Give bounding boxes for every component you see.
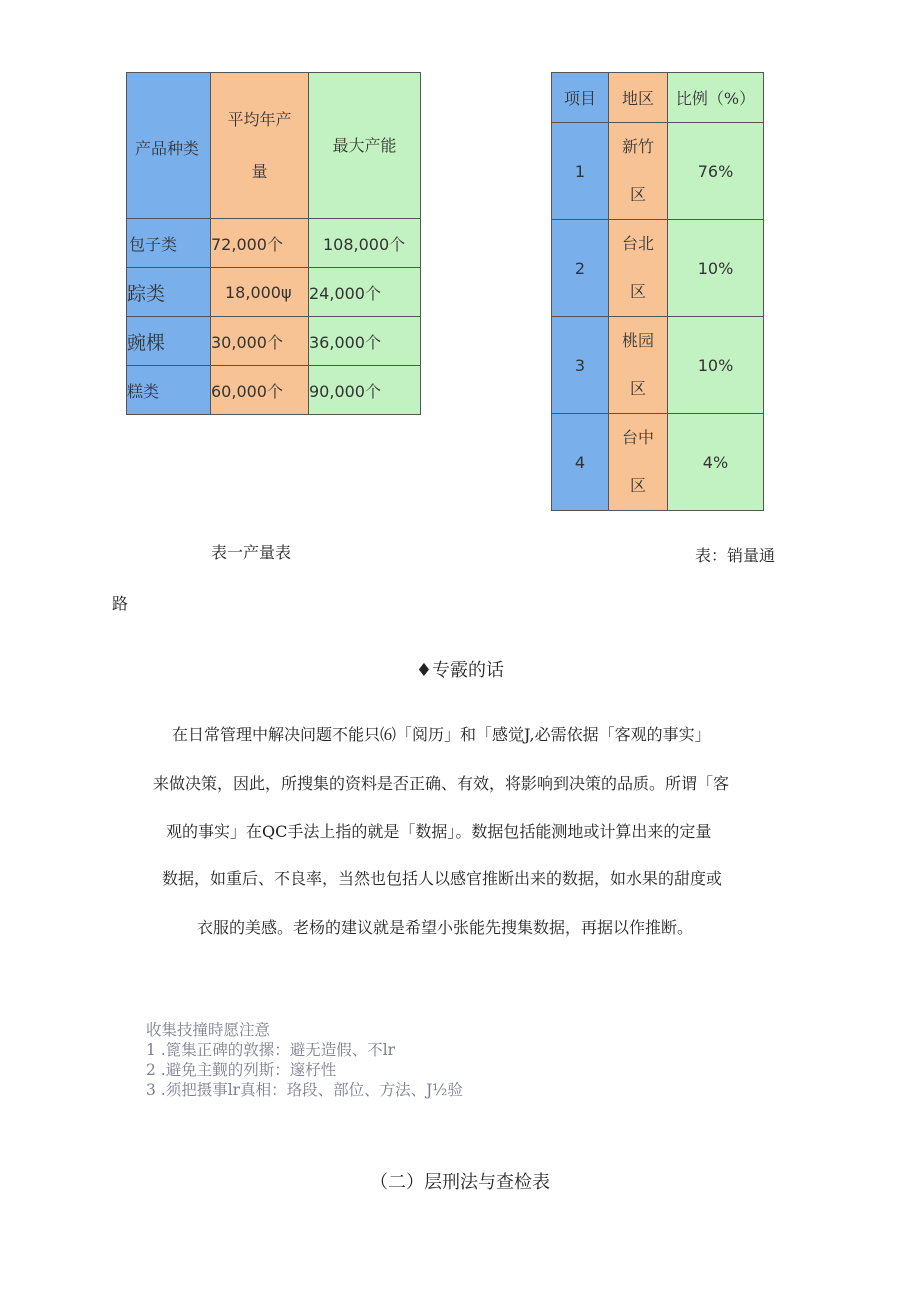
list-item: 3 .须把摄事lr真相：珞段、部位、方法、J½验: [146, 1081, 463, 1099]
header-product-type: 产品种类: [127, 73, 211, 219]
cell-ratio: 4%: [668, 414, 764, 511]
cell-region: 桃园 区: [609, 317, 668, 414]
header-item: 项目: [552, 73, 609, 123]
expert-paragraph-line: 观的事实」在QC手法上指的就是「数据」。数据包括能测地或计算出来的定量: [166, 822, 712, 841]
sales-table-caption: 表：销量通: [695, 546, 776, 565]
section-heading: （二）层刑法与查检表: [370, 1172, 550, 1193]
table-row: [127, 268, 421, 317]
cell-item: 4: [552, 414, 609, 511]
cell-max: 108,000个: [309, 219, 421, 268]
sales-table-caption-cont: 路: [112, 594, 129, 613]
production-table: [126, 72, 421, 415]
sales-table: [551, 72, 764, 511]
notes-block: [146, 1020, 463, 1100]
header-region: 地区: [609, 73, 668, 123]
table-row: [127, 366, 421, 415]
expert-paragraph-line: 来做决策，因此，所搜集的资料是否正确、有效，将影响到决策的品质。所谓「客: [153, 774, 730, 793]
cell-max: 90,000个: [309, 366, 421, 415]
cell-avg: 18,000ψ: [211, 268, 309, 317]
list-item: 2 .避免主觐的列斯：邃杍性: [146, 1061, 337, 1079]
cell-ratio: 76%: [668, 123, 764, 220]
cell-product: 踪类: [127, 268, 211, 317]
cell-ratio: 10%: [668, 317, 764, 414]
cell-item: 1: [552, 123, 609, 220]
table-row: [552, 123, 764, 220]
expert-title: ♦专霰的话: [415, 660, 505, 681]
cell-product: 糕类: [127, 366, 211, 415]
header-ratio: 比例（%）: [668, 73, 764, 123]
cell-product: 包子类: [127, 219, 211, 268]
table-row: [127, 219, 421, 268]
header-avg-output: 平均年产 量: [211, 73, 309, 219]
expert-paragraph-line: 数据，如重后、不良率，当然也包括人以感官推断出来的数据，如水果的甜度或: [162, 869, 723, 888]
expert-paragraph-line: 在日常管理中解决问题不能只⑹「阅历」和「感觉J,必需依据「客观的事实」: [172, 725, 711, 744]
cell-avg: 60,000个: [211, 366, 309, 415]
cell-region: 新竹 区: [609, 123, 668, 220]
cell-region: 台中 区: [609, 414, 668, 511]
table-row: [552, 414, 764, 511]
notes-title: 收集技撞時愿注意: [146, 1021, 271, 1039]
cell-max: 24,000个: [309, 268, 421, 317]
cell-item: 2: [552, 220, 609, 317]
table-row: [552, 317, 764, 414]
table-row: [552, 220, 764, 317]
production-table-caption: 表一产量表: [211, 543, 292, 562]
table-row: [127, 317, 421, 366]
cell-product: 豌棵: [127, 317, 211, 366]
cell-region: 台北 区: [609, 220, 668, 317]
cell-avg: 30,000个: [211, 317, 309, 366]
list-item: 1 .篦集正碑的敦摞：避无造假、不lr: [146, 1041, 396, 1059]
cell-max: 36,000个: [309, 317, 421, 366]
cell-avg: 72,000个: [211, 219, 309, 268]
cell-item: 3: [552, 317, 609, 414]
header-max-capacity: 最大产能: [309, 73, 421, 219]
expert-paragraph-line: 衣服的美感。老杨的建议就是希望小张能先搜集数据，再据以作推断。: [197, 918, 694, 937]
cell-ratio: 10%: [668, 220, 764, 317]
